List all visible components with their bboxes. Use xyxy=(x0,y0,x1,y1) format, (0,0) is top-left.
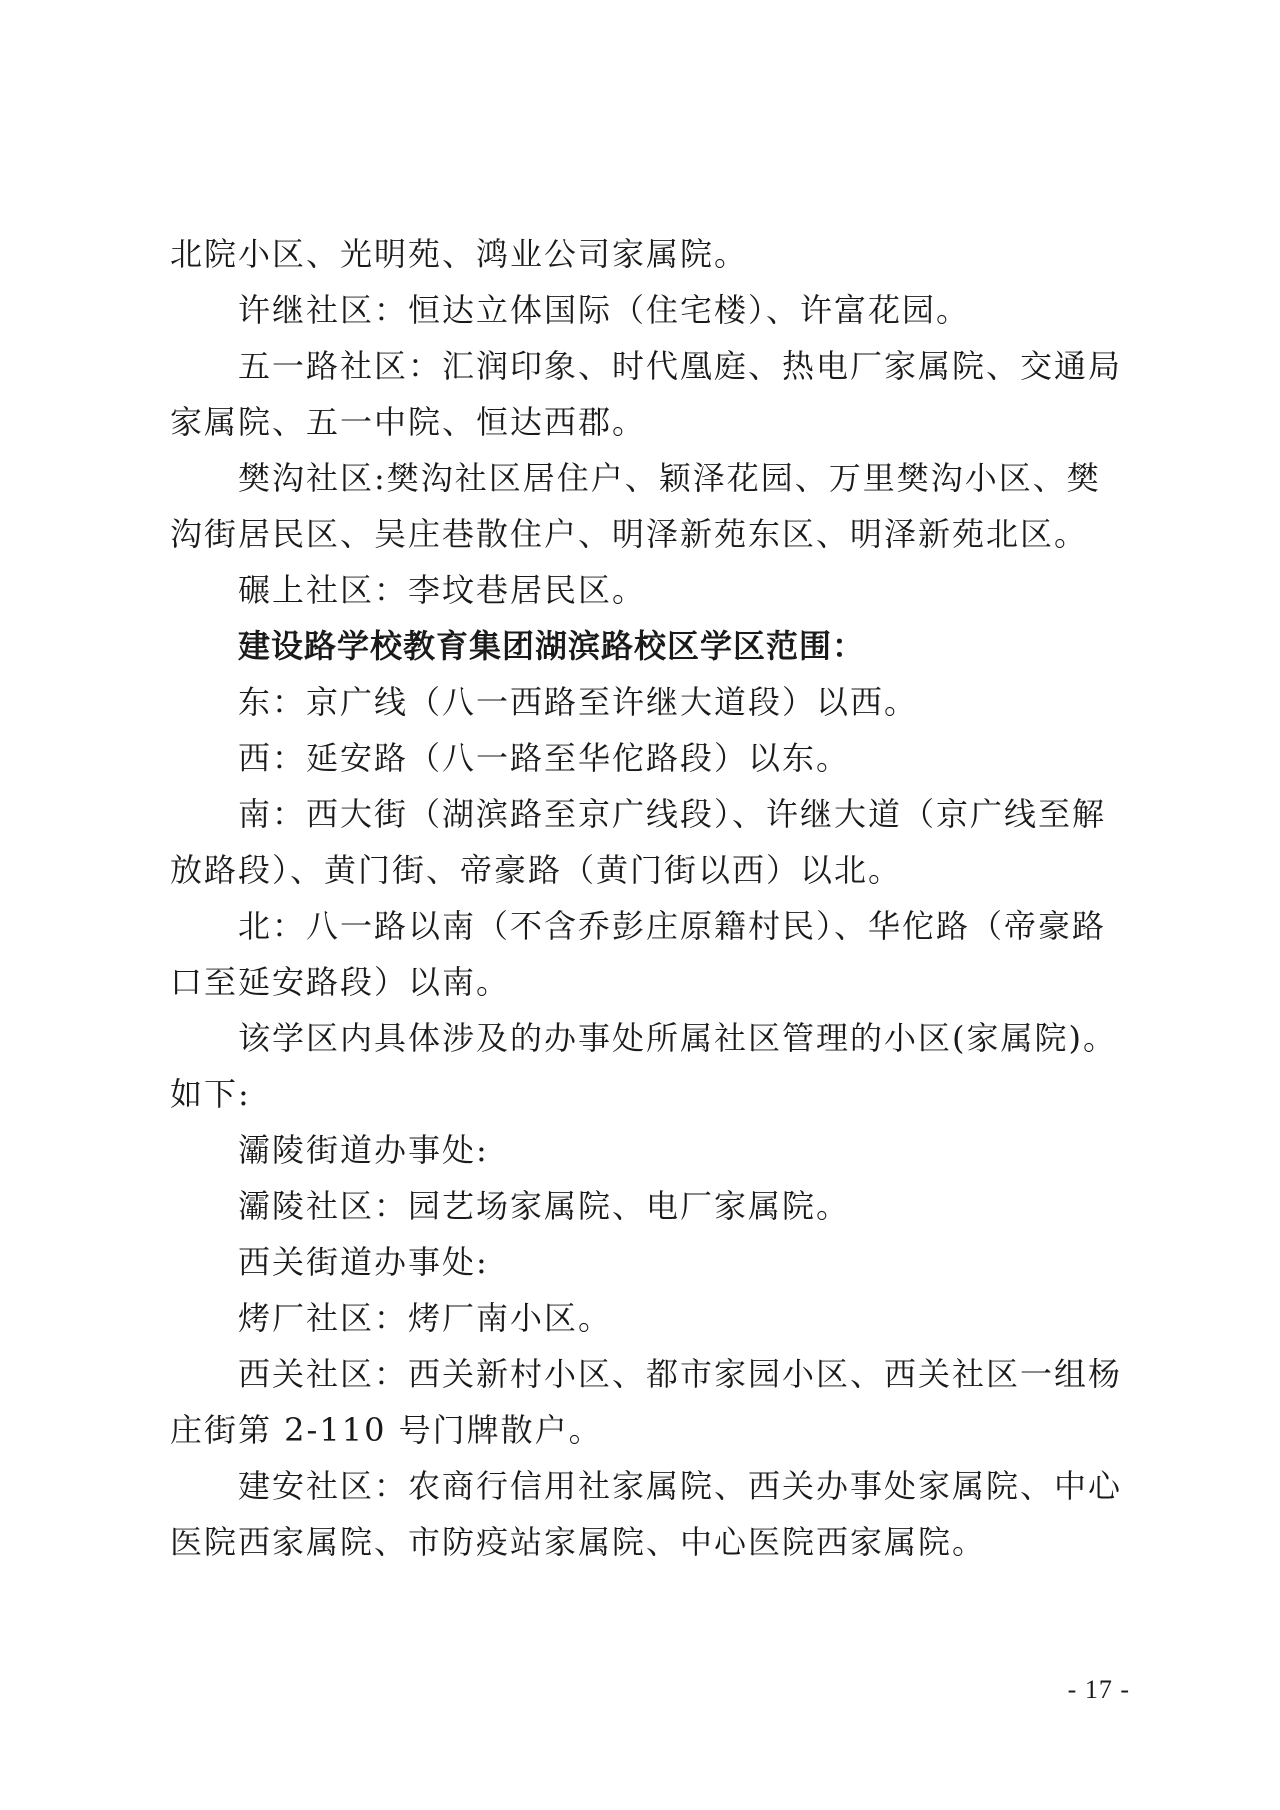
text-line: 北：八一路以南（不含乔彭庄原籍村民）、华佗路（帝豪路 xyxy=(238,907,1107,945)
text-line: 西关街道办事处: xyxy=(238,1243,489,1281)
text-line: 南：西大街（湖滨路至京广线段）、许继大道（京广线至解 xyxy=(238,795,1107,833)
text-line: 沟街居民区、吴庄巷散住户、明泽新苑东区、明泽新苑北区。 xyxy=(170,515,1089,553)
document-body xyxy=(170,226,1130,1570)
text-line: 医院西家属院、市防疫站家属院、中心医院西家属院。 xyxy=(170,1523,987,1561)
text-line: 建安社区：农商行信用社家属院、西关办事处家属院、中心 xyxy=(238,1467,1123,1505)
text-line: 西：延安路（八一路至华佗路段）以东。 xyxy=(238,739,851,777)
text-line: 北院小区、光明苑、鸿业公司家属院。 xyxy=(170,235,749,273)
text-line: 碾上社区：李坟巷居民区。 xyxy=(238,571,647,609)
section-heading: 建设路学校教育集团湖滨路校区学区范围： xyxy=(238,627,866,665)
text-line: 西关社区：西关新村小区、都市家园小区、西关社区一组杨 xyxy=(238,1355,1123,1393)
text-line: 放路段）、黄门街、帝豪路（黄门街以西）以北。 xyxy=(170,851,903,889)
text-line: 如下: xyxy=(170,1075,251,1113)
text-line: 口至延安路段）以南。 xyxy=(170,963,511,1001)
text-line: 灞陵社区：园艺场家属院、电厂家属院。 xyxy=(238,1187,851,1225)
text-line: 许继社区：恒达立体国际（住宅楼）、许富花园。 xyxy=(238,291,971,329)
text-line: 樊沟社区:樊沟社区居住户、颖泽花园、万里樊沟小区、樊 xyxy=(238,459,1101,497)
text-line: 灞陵街道办事处: xyxy=(238,1131,489,1169)
text-line: 五一路社区：汇润印象、时代凰庭、热电厂家属院、交通局 xyxy=(238,347,1123,385)
text-line: 烤厂社区：烤厂南小区。 xyxy=(238,1299,613,1337)
page-number: - 17 - xyxy=(1067,1675,1130,1704)
text-line: 家属院、五一中院、恒达西郡。 xyxy=(170,403,647,441)
text-line: 庄街第 2-110 号门牌散户。 xyxy=(170,1411,603,1449)
text-line: 该学区内具体涉及的办事处所属社区管理的小区(家属院)。 xyxy=(238,1019,1117,1057)
text-line: 东：京广线（八一西路至许继大道段）以西。 xyxy=(238,683,919,721)
